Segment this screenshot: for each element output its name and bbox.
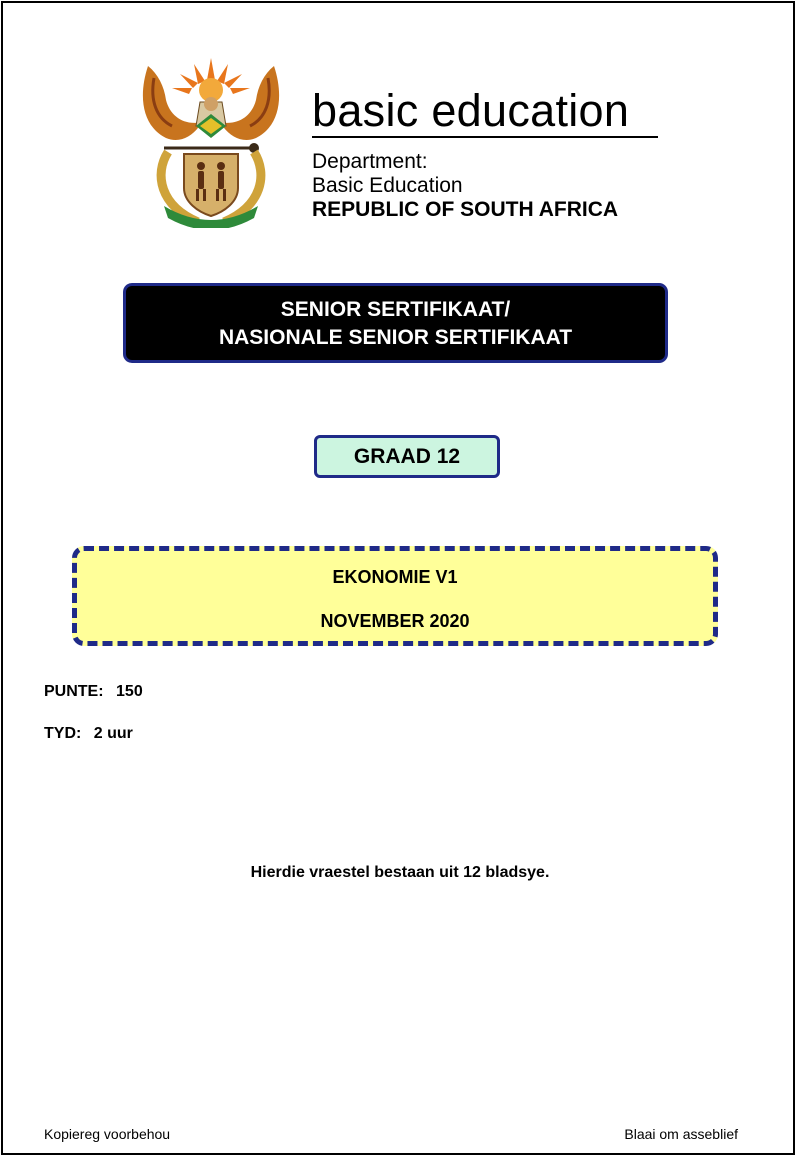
marks-label: PUNTE: bbox=[44, 683, 104, 700]
department-name: Basic Education bbox=[312, 174, 463, 197]
brand-rule bbox=[312, 136, 658, 138]
footer-turn-page: Blaai om asseblief bbox=[624, 1126, 738, 1142]
certificate-banner bbox=[123, 283, 668, 363]
brand-title: basic education bbox=[312, 85, 630, 136]
exam-session: NOVEMBER 2020 bbox=[320, 611, 470, 631]
country-name: REPUBLIC OF SOUTH AFRICA bbox=[312, 198, 619, 221]
marks-value: 150 bbox=[116, 683, 143, 700]
marks-row bbox=[44, 683, 143, 701]
subject-box bbox=[72, 546, 718, 646]
certificate-line-2: NASIONALE SENIOR SERTIFIKAAT bbox=[218, 326, 573, 349]
footer-copyright: Kopiereg voorbehou bbox=[44, 1126, 171, 1142]
grade-label: GRAAD 12 bbox=[353, 445, 461, 468]
time-row bbox=[44, 725, 133, 743]
time-value: 2 uur bbox=[93, 725, 133, 742]
department-label: Department: bbox=[312, 150, 428, 173]
grade-badge bbox=[314, 435, 500, 478]
subject-name: EKONOMIE V1 bbox=[332, 567, 458, 587]
brand-block bbox=[312, 86, 662, 222]
page-count-note: Hierdie vraestel bestaan uit 12 bladsye. bbox=[250, 864, 550, 881]
coat-of-arms-icon bbox=[136, 56, 286, 228]
time-label: TYD: bbox=[44, 725, 82, 742]
certificate-line-1: SENIOR SERTIFIKAAT/ bbox=[280, 298, 511, 321]
